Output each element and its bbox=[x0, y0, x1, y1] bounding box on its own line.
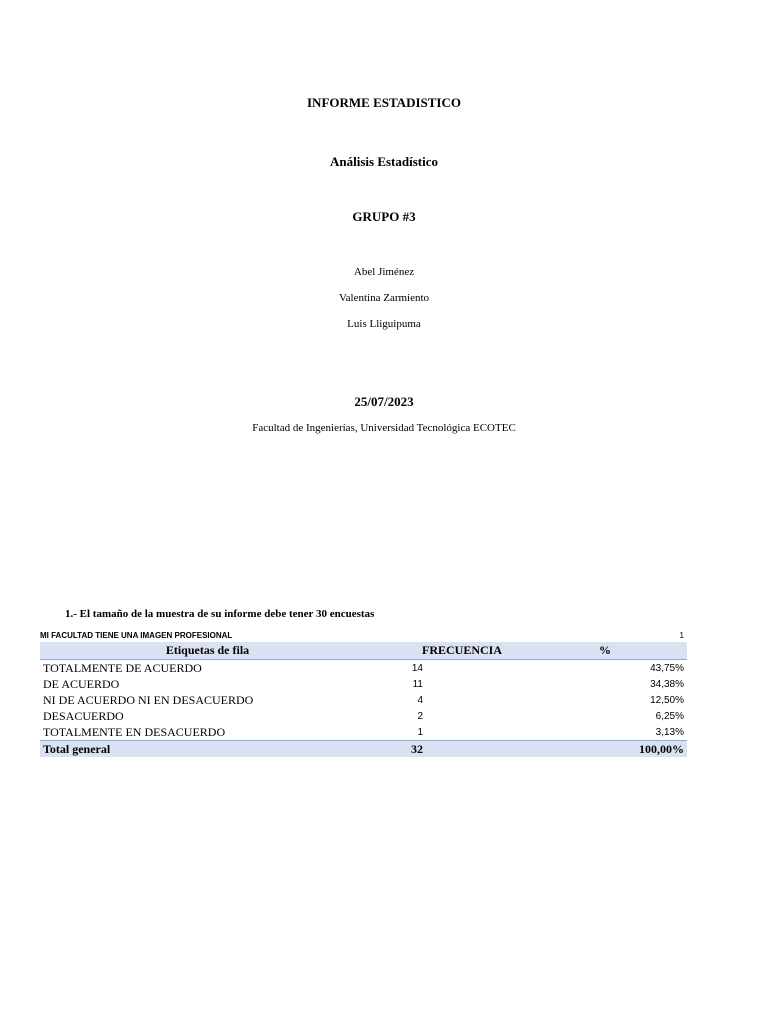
total-label: Total general bbox=[40, 741, 375, 758]
row-label: DE ACUERDO bbox=[43, 676, 120, 691]
row-percent: 34,38% bbox=[650, 678, 684, 690]
author-name: Luis Lliguipuma bbox=[347, 318, 421, 330]
row-frequency: 2 bbox=[417, 710, 423, 722]
table-row bbox=[40, 660, 687, 677]
table-row bbox=[40, 724, 687, 741]
table-caption-bar bbox=[40, 629, 687, 642]
row-frequency: 4 bbox=[417, 694, 423, 706]
question-heading: 1.- El tamaño de la muestra de su informe debe tener 30 encuestas bbox=[65, 608, 375, 620]
frequency-table bbox=[40, 642, 687, 757]
table-caption-number: 1 bbox=[679, 631, 684, 640]
row-frequency: 14 bbox=[411, 662, 423, 674]
total-percent: 100,00% bbox=[555, 741, 687, 758]
table-caption: MI FACULTAD TIENE UNA IMAGEN PROFESIONAL bbox=[40, 631, 233, 640]
row-label: NI DE ACUERDO NI EN DESACUERDO bbox=[43, 692, 254, 707]
faculty-line: Facultad de Ingenierías, Universidad Tecnológica ECOTEC bbox=[252, 422, 516, 434]
row-percent: 12,50% bbox=[650, 694, 684, 706]
header-percent: % bbox=[555, 642, 687, 660]
table-total-row bbox=[40, 741, 687, 758]
row-label: TOTALMENTE DE ACUERDO bbox=[43, 660, 202, 675]
author-name: Abel Jiménez bbox=[353, 266, 415, 278]
header-frequency: FRECUENCIA bbox=[375, 642, 555, 660]
report-date: 25/07/2023 bbox=[354, 394, 414, 409]
report-subject: Análisis Estadístico bbox=[330, 154, 438, 169]
row-percent: 43,75% bbox=[650, 662, 684, 674]
frequency-table-block bbox=[40, 629, 687, 757]
table-row bbox=[40, 676, 687, 692]
row-label: DESACUERDO bbox=[43, 708, 124, 723]
header-row-labels: Etiquetas de fila bbox=[40, 642, 375, 660]
row-label: TOTALMENTE EN DESACUERDO bbox=[43, 724, 226, 739]
group-name: GRUPO #3 bbox=[352, 209, 416, 224]
table-row bbox=[40, 692, 687, 708]
row-percent: 6,25% bbox=[655, 710, 684, 722]
row-frequency: 11 bbox=[412, 678, 423, 690]
total-frequency: 32 bbox=[375, 741, 555, 758]
row-frequency: 1 bbox=[417, 726, 423, 738]
table-row bbox=[40, 708, 687, 724]
report-title: INFORME ESTADISTICO bbox=[307, 95, 461, 110]
row-percent: 3,13% bbox=[655, 726, 684, 738]
author-name: Valentina Zarmiento bbox=[338, 292, 430, 304]
table-header-row bbox=[40, 642, 687, 660]
